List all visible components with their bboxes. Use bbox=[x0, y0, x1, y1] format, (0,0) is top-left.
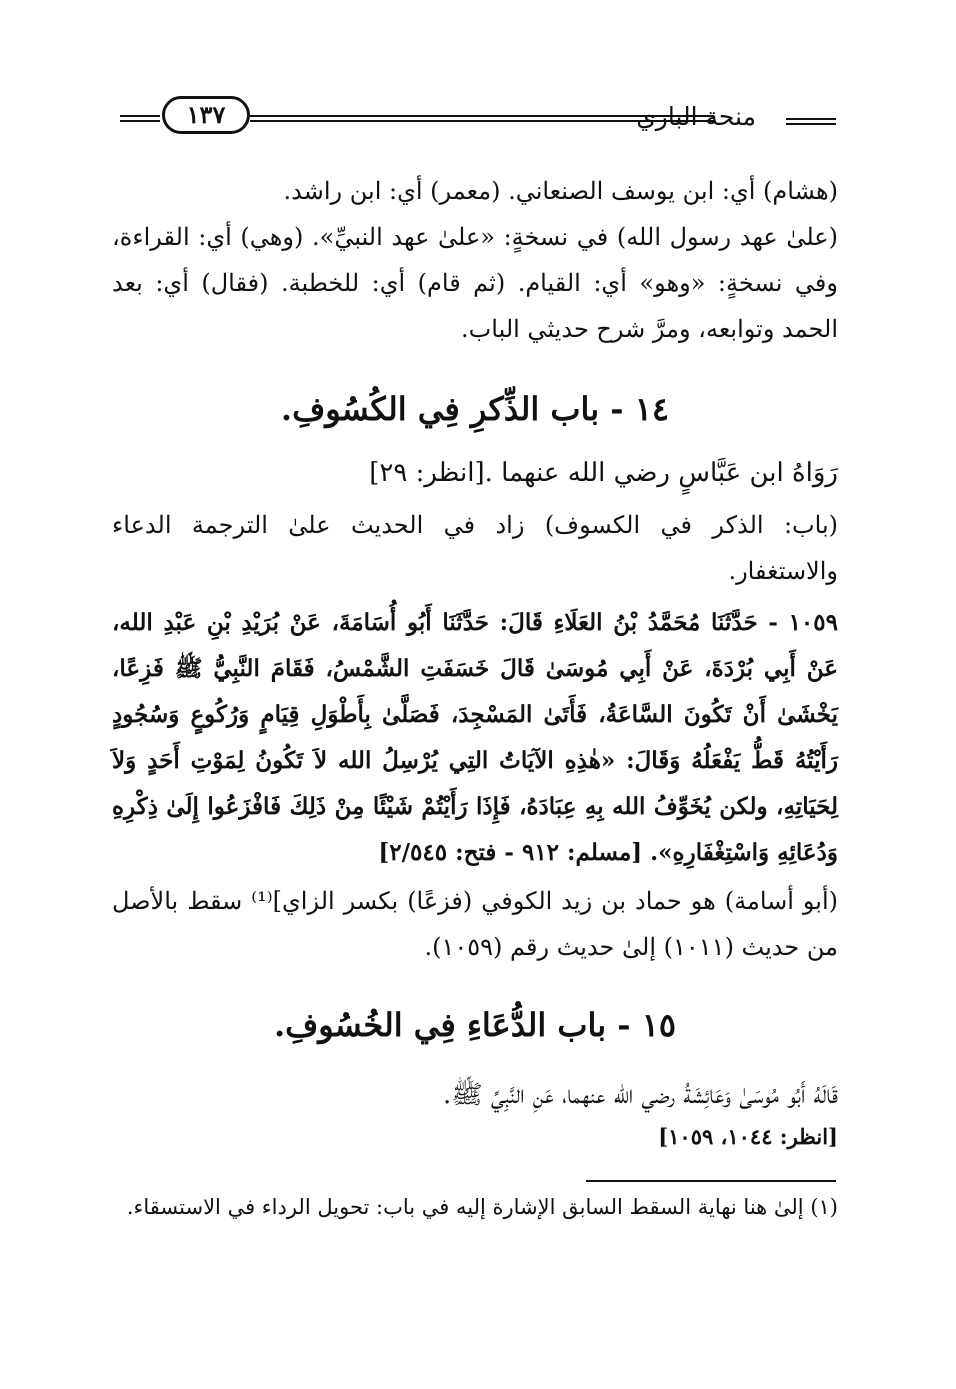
chapter-14-comment: (باب: الذكر في الكسوف) زاد في الحديث علىٰ الترجمة الدعاء والاستغفار. bbox=[112, 511, 838, 585]
chapter-15-title: ١٥ - باب الدُّعَاءِ فِي الخُسُوفِ. bbox=[273, 1006, 677, 1044]
chapter-15-narration: قَالَهُ أَبُو مُوسَىٰ وَعَائِشَةُ رضي الله عنهما، عَنِ النَّبِيِّ ﷺ. bbox=[442, 1080, 838, 1110]
running-title: منحة الباري bbox=[636, 102, 756, 131]
header-dash bbox=[786, 118, 836, 128]
chapter-15-reference: [انظر: ١٠٤٤، ١٠٥٩] bbox=[658, 1124, 838, 1149]
paragraph-ahd: (علىٰ عهد رسول الله) في نسخةٍ: «علىٰ عهد النبيِّ». (وهي) أي: القراءة، وفي نسخةٍ: «وهو» أي: القيام. (ثم قام) أي: للخطبة. (فقال) أي: بعد الحمد وتوابعه، ومرَّ شرح حديثي الباب. bbox=[112, 223, 838, 343]
chapter-14-title: ١٤ - باب الذِّكرِ فِي الكُسُوفِ. bbox=[280, 390, 670, 428]
footnote-separator bbox=[586, 1180, 836, 1182]
footnote-1: (١) إلىٰ هنا نهاية السقط السابق الإشارة إليه في باب: تحويل الرداء في الاستسقاء. bbox=[126, 1195, 838, 1219]
header-rule-left bbox=[120, 115, 160, 125]
hadith-1059: ١٠٥٩ - حَدَّثَنَا مُحَمَّدُ بْنُ العَلَاءِ قَالَ: حَدَّثَنَا أَبُو أُسَامَةَ، عَنْ بُرَيْدِ بْنِ عَبْدِ الله، عَنْ أَبِي بُرْدَةَ، عَنْ أَبِي مُوسَىٰ قَالَ خَسَفَتِ الشَّمْسُ، فَقَامَ النَّبِيُّ ﷺ فَزِعًا، يَخْشَىٰ أَنْ تَكُونَ السَّاعَةُ، فَأَتَىٰ المَسْجِدَ، فَصَلَّىٰ بِأَطْوَلِ قِيَامٍ وَرُكُوعٍ وَسُجُودٍ رَأَيْتُهُ قَطُّ يَفْعَلُهُ وَقَالَ: «هٰذِهِ الآيَاتُ التِي يُرْسِلُ الله لاَ تَكُونُ لِمَوْتِ أَحَدٍ وَلاَ لِحَيَاتِهِ، ولكن يُخَوِّفُ الله بِهِ عِبَادَهُ، فَإِذَا رَأَيْتُمْ شَيْئًا مِنْ ذَلِكَ فَافْزَعُوا إِلَىٰ ذِكْرِهِ وَدُعَائِهِ وَاسْتِغْفَارِهِ». [مسلم: ٩١٢ - فتح: ٢/٥٤٥] bbox=[112, 609, 838, 866]
page-header bbox=[120, 92, 836, 142]
chapter-14-narration: رَوَاهُ ابن عَبَّاسٍ رضي الله عنهما .[انظر: ٢٩] bbox=[369, 458, 838, 488]
page-number: ١٣٧ bbox=[162, 96, 250, 134]
commentary-1059: (أبو أسامة) هو حماد بن زيد الكوفي (فزعًا) بكسر الزاي]⁽¹⁾ سقط بالأصل من حديث (١٠١١) إلىٰ حديث رقم (١٠٥٩). bbox=[112, 887, 839, 961]
paragraph-hisham: (هشام) أي: ابن يوسف الصنعاني. (معمر) أي: ابن راشد. bbox=[283, 177, 838, 205]
